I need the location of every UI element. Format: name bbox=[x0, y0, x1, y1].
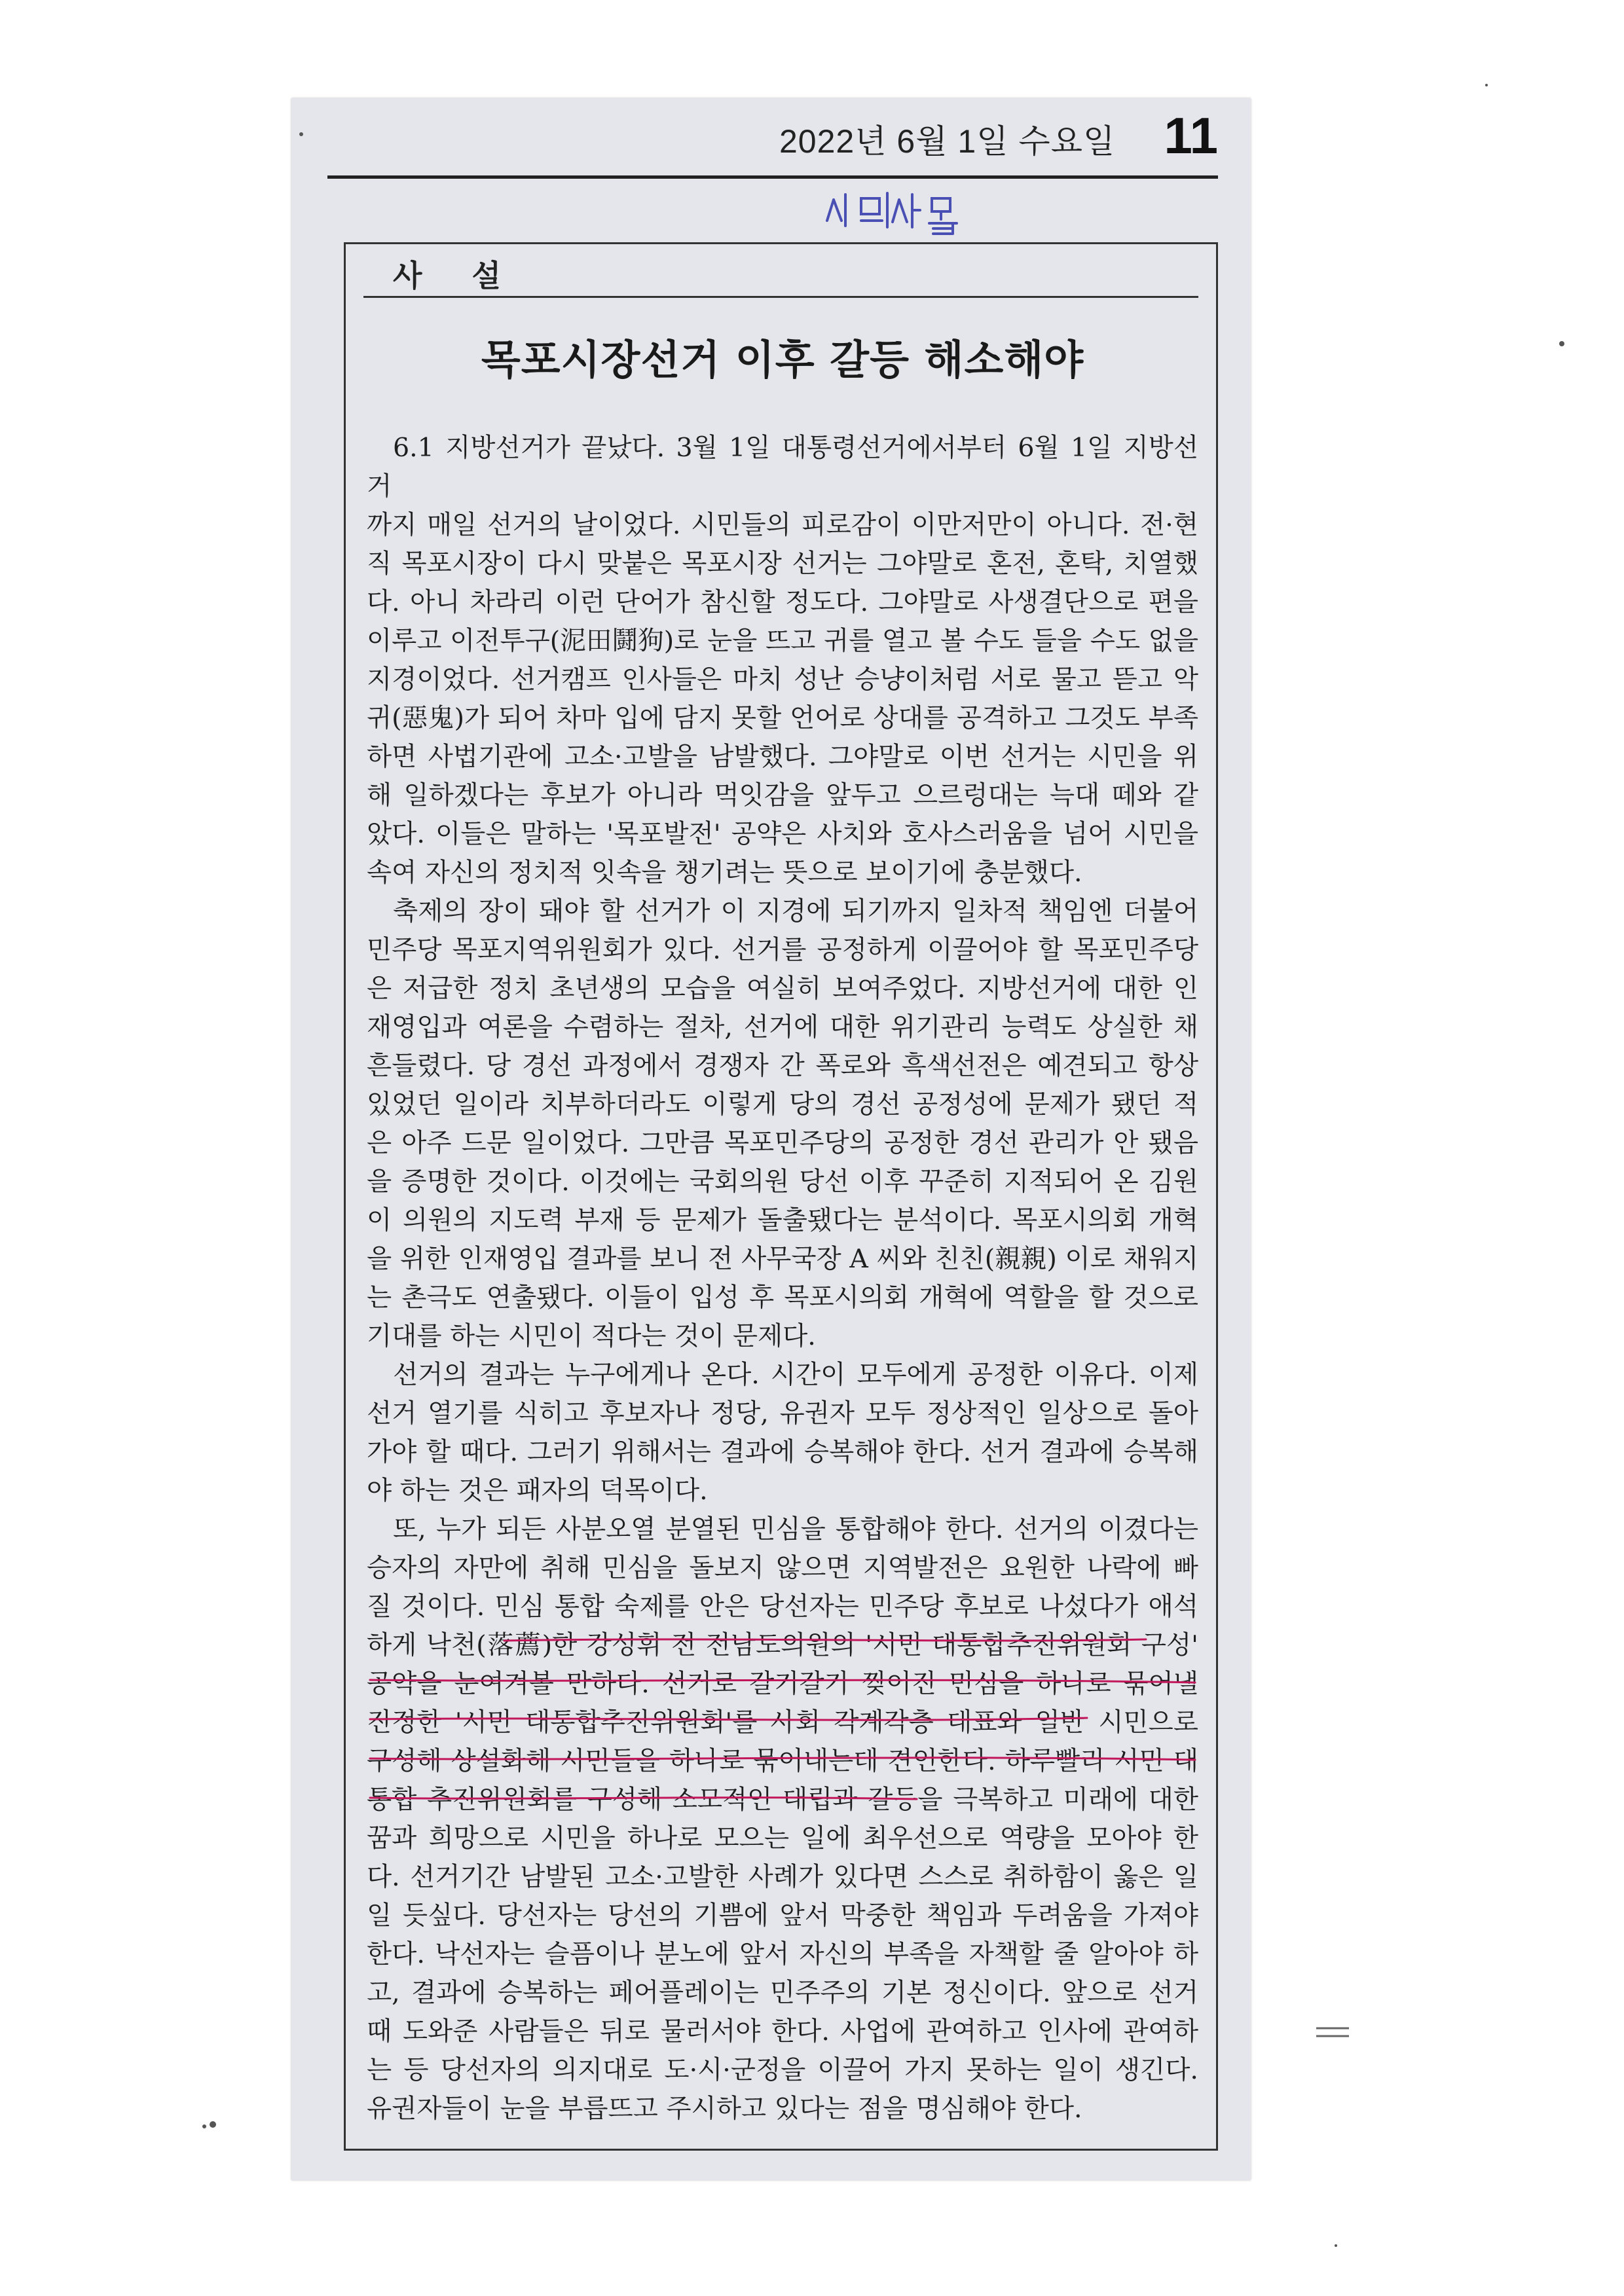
body-line: 흔들렸다. 당 경선 과정에서 경쟁자 간 폭로와 흑색선전은 예견되고 항상 bbox=[367, 1051, 1198, 1081]
body-line: 을 증명한 것이다. 이것에는 국회의원 당선 이후 꾸준히 지적되어 온 김원 bbox=[367, 1167, 1198, 1197]
body-line: 진정한 '시민 대통합추진위원회'를 사회 각계각층 대표와 일반 시민으로 bbox=[367, 1707, 1198, 1738]
body-line: 질 것이다. 민심 통합 숙제를 안은 당선자는 민주당 후보로 나섰다가 애석 bbox=[367, 1592, 1198, 1622]
body-line: 기대를 하는 시민이 적다는 것이 문제다. bbox=[367, 1321, 816, 1351]
page-number: 11 bbox=[1164, 107, 1218, 164]
article-body bbox=[367, 429, 1198, 2128]
body-line: 6.1 지방선거가 끝났다. 3월 1일 대통령선거에서부터 6월 1일 지방선거 bbox=[367, 433, 1198, 501]
body-line: 는 촌극도 연출됐다. 이들이 입성 후 목포시의회 개혁에 역할을 할 것으로 bbox=[367, 1283, 1198, 1313]
body-line: 직 목포시장이 다시 맞붙은 목포시장 선거는 그야말로 혼전, 혼탁, 치열했 bbox=[367, 549, 1198, 579]
body-line: 을 위한 인재영입 결과를 보니 전 사무국장 A 씨와 친친(親親) 이로 채워지 bbox=[367, 1244, 1198, 1274]
body-line: 았다. 이들은 말하는 '목포발전' 공약은 사치와 호사스러움을 넘어 시민을 bbox=[367, 819, 1198, 849]
body-line: 다. 아니 차라리 이런 단어가 참신할 정도다. 그야말로 사생결단으로 편을 bbox=[367, 587, 1198, 617]
body-line: 이 의원의 지도력 부재 등 문제가 돌출됐다는 분석이다. 목포시의회 개혁 bbox=[367, 1205, 1198, 1235]
headline: 목포시장선거 이후 갈등 해소해야 bbox=[481, 336, 1084, 384]
body-line: 야 하는 것은 패자의 덕목이다. bbox=[367, 1476, 708, 1506]
header-rule bbox=[327, 175, 1218, 179]
body-line: 한다. 낙선자는 슬픔이나 분노에 앞서 자신의 부족을 자책할 줄 알아야 하 bbox=[367, 1939, 1198, 1969]
body-line: 꿈과 희망으로 시민을 하나로 모으는 일에 최우선으로 역량을 모아야 한 bbox=[367, 1823, 1198, 1853]
body-line: 축제의 장이 돼야 할 선거가 이 지경에 되기까지 일차적 책임엔 더불어 bbox=[393, 896, 1198, 926]
body-line: 귀(惡鬼)가 되어 차마 입에 담지 못할 언어로 상대를 공격하고 그것도 부족 bbox=[367, 703, 1198, 733]
body-line: 까지 매일 선거의 날이었다. 시민들의 피로감이 이만저만이 아니다. 전·현 bbox=[367, 510, 1198, 540]
page-header bbox=[760, 106, 1218, 178]
body-line: 때 도와준 사람들은 뒤로 물러서야 한다. 사업에 관여하고 인사에 관여하 bbox=[367, 2016, 1198, 2047]
issue-date: 2022년 6월 1일 수요일 bbox=[779, 123, 1116, 160]
body-line: 민주당 목포지역위원회가 있다. 선거를 공정하게 이끌어야 할 목포민주당 bbox=[367, 935, 1198, 965]
body-line: 고, 결과에 승복하는 페어플레이는 민주주의 기본 정신이다. 앞으로 선거 bbox=[367, 1978, 1198, 2008]
body-line: 는 등 당선자의 의지대로 도·시·군정을 이끌어 가지 못하는 일이 생긴다. bbox=[367, 2055, 1198, 2085]
body-line: 은 아주 드문 일이었다. 그만큼 목포민주당의 공정한 경선 관리가 안 됐음 bbox=[367, 1128, 1198, 1158]
body-line: 선거의 결과는 누구에게나 온다. 시간이 모두에게 공정한 이유다. 이제 bbox=[393, 1360, 1198, 1390]
body-line: 다. 선거기간 남발된 고소·고발한 사례가 있다면 스스로 취하함이 옳은 일 bbox=[367, 1862, 1198, 1892]
section-rule bbox=[363, 296, 1198, 298]
body-line: 선거 열기를 식히고 후보자나 정당, 유권자 모두 정상적인 일상으로 돌아 bbox=[367, 1398, 1198, 1429]
body-line: 통합 추진위원회를 구성해 소모적인 대립과 갈등을 극복하고 미래에 대한 bbox=[367, 1785, 1198, 1815]
body-line: 승자의 자만에 취해 민심을 돌보지 않으면 지역발전은 요원한 나락에 빠 bbox=[367, 1553, 1198, 1583]
body-line: 공약을 눈여겨볼 만하다. 선거로 갈기갈기 찢어진 민심을 하나로 묶어낼 bbox=[367, 1669, 1198, 1699]
body-line: 재영입과 여론을 수렴하는 절차, 선거에 대한 위기관리 능력도 상실한 채 bbox=[367, 1012, 1198, 1042]
handwritten-source-note bbox=[822, 180, 979, 246]
body-line: 일 듯싶다. 당선자는 당선의 기쁨에 앞서 막중한 책임과 두려움을 가져야 bbox=[367, 1901, 1198, 1931]
body-line: 가야 할 때다. 그러기 위해서는 결과에 승복해야 한다. 선거 결과에 승복해 bbox=[367, 1437, 1198, 1467]
body-line: 지경이었다. 선거캠프 인사들은 마치 성난 승냥이처럼 서로 물고 뜯고 악 bbox=[367, 665, 1198, 695]
body-line: 이루고 이전투구(泥田鬪狗)로 눈을 뜨고 귀를 열고 볼 수도 들을 수도 없을 bbox=[367, 626, 1198, 656]
body-line: 속여 자신의 정치적 잇속을 챙기려는 뜻으로 보이기에 충분했다. bbox=[367, 858, 1082, 888]
body-line: 은 저급한 정치 초년생의 모습을 여실히 보여주었다. 지방선거에 대한 인 bbox=[367, 974, 1198, 1004]
section-label: 사 설 bbox=[393, 258, 521, 293]
body-line: 구성해 상설화해 시민들을 하나로 묶어내는데 견인한다. 하루빨리 시민 대 bbox=[367, 1746, 1198, 1776]
body-line: 또, 누가 되든 사분오열 분열된 민심을 통합해야 한다. 선거의 이겼다는 bbox=[393, 1514, 1198, 1544]
body-line: 유권자들이 눈을 부릅뜨고 주시하고 있다는 점을 명심해야 한다. bbox=[367, 2094, 1082, 2124]
body-line: 하면 사법기관에 고소·고발을 남발했다. 그야말로 이번 선거는 시민을 위 bbox=[367, 742, 1198, 772]
body-line: 하게 낙천(落薦)한 강성휘 전 전남도의원의 '시민 대통합추진위원회 구성' bbox=[367, 1630, 1198, 1660]
body-line: 있었던 일이라 치부하더라도 이렇게 당의 경선 공정성에 문제가 됐던 적 bbox=[367, 1089, 1198, 1120]
body-line: 해 일하겠다는 후보가 아니라 먹잇감을 앞두고 으르렁대는 늑대 떼와 같 bbox=[367, 780, 1198, 811]
